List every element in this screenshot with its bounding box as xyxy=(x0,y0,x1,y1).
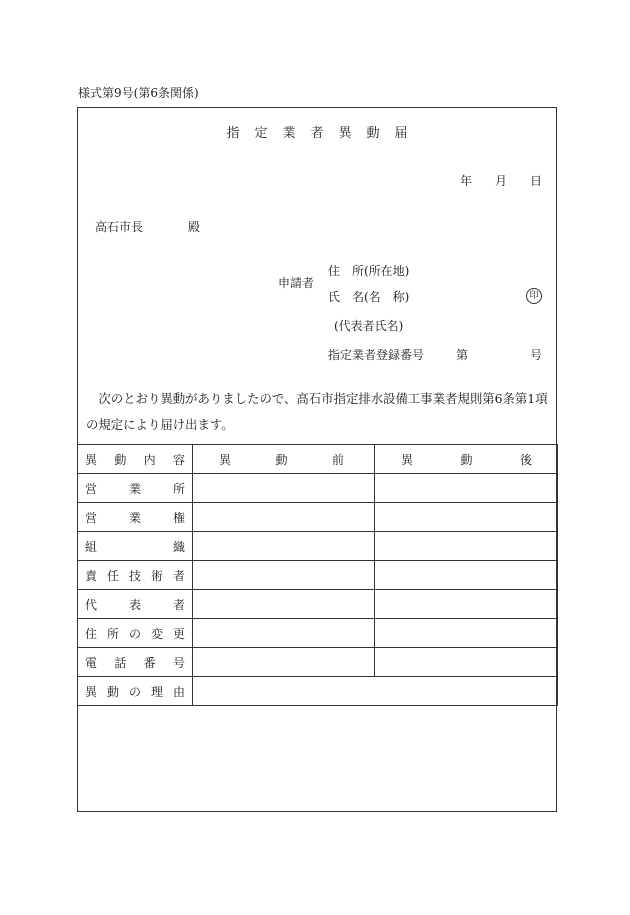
after-value-cell[interactable] xyxy=(375,648,558,677)
change-item-label: 営 業 権 xyxy=(78,503,193,532)
change-item-label: 代 表 者 xyxy=(78,590,193,619)
applicant-label: 申請者 xyxy=(278,276,315,290)
date-year-label: 年 xyxy=(460,174,473,188)
registration-suffix: 号 xyxy=(530,348,543,362)
reason-value-cell[interactable] xyxy=(193,677,558,706)
date-day-label: 日 xyxy=(530,174,543,188)
column-header: 異 動 後 xyxy=(375,445,558,474)
before-value-cell[interactable] xyxy=(193,590,375,619)
table-row xyxy=(78,503,558,532)
applicant-name-label: 氏 名(名 称) xyxy=(328,290,410,304)
table-row xyxy=(78,561,558,590)
addressee-honorific: 殿 xyxy=(188,220,201,234)
change-item-label: 責 任 技 術 者 xyxy=(78,561,193,590)
column-header: 異 動 内 容 xyxy=(78,445,193,474)
form-title: 指定業者異動届 xyxy=(226,126,423,141)
table-row xyxy=(78,532,558,561)
form-number-label: 様式第9号(第6条関係) xyxy=(78,86,199,100)
applicant-address-label: 住 所(所在地) xyxy=(328,264,410,278)
date-month-label: 月 xyxy=(495,174,508,188)
table-header-row xyxy=(78,445,558,474)
before-value-cell[interactable] xyxy=(193,474,375,503)
after-value-cell[interactable] xyxy=(375,561,558,590)
change-item-label: 電 話 番 号 xyxy=(78,648,193,677)
after-value-cell[interactable] xyxy=(375,590,558,619)
seal-mark: 印 xyxy=(526,288,542,304)
after-value-cell[interactable] xyxy=(375,503,558,532)
before-value-cell[interactable] xyxy=(193,532,375,561)
reason-row xyxy=(78,677,558,706)
before-value-cell[interactable] xyxy=(193,619,375,648)
registration-prefix: 第 xyxy=(456,348,469,362)
change-item-label: 営 業 所 xyxy=(78,474,193,503)
change-item-label: 組 織 xyxy=(78,532,193,561)
table-row xyxy=(78,648,558,677)
change-details-table xyxy=(77,444,558,706)
column-header: 異 動 前 xyxy=(193,445,375,474)
before-value-cell[interactable] xyxy=(193,561,375,590)
reason-label: 異 動 の 理 由 xyxy=(78,677,193,706)
table-row xyxy=(78,619,558,648)
notification-statement: 次のとおり異動がありましたので、高石市指定排水設備工事業者規則第6条第1項の規定により届け出ます。 xyxy=(86,391,548,432)
after-value-cell[interactable] xyxy=(375,619,558,648)
after-value-cell[interactable] xyxy=(375,532,558,561)
after-value-cell[interactable] xyxy=(375,474,558,503)
registration-number-label: 指定業者登録番号 xyxy=(328,348,425,362)
addressee-name: 高石市長 xyxy=(95,220,144,234)
representative-label: (代表者氏名) xyxy=(334,319,404,333)
before-value-cell[interactable] xyxy=(193,503,375,532)
notification-form xyxy=(77,107,557,812)
addressee xyxy=(95,218,200,235)
change-item-label: 住 所 の 変 更 xyxy=(78,619,193,648)
table-row xyxy=(78,590,558,619)
before-value-cell[interactable] xyxy=(193,648,375,677)
table-row xyxy=(78,474,558,503)
